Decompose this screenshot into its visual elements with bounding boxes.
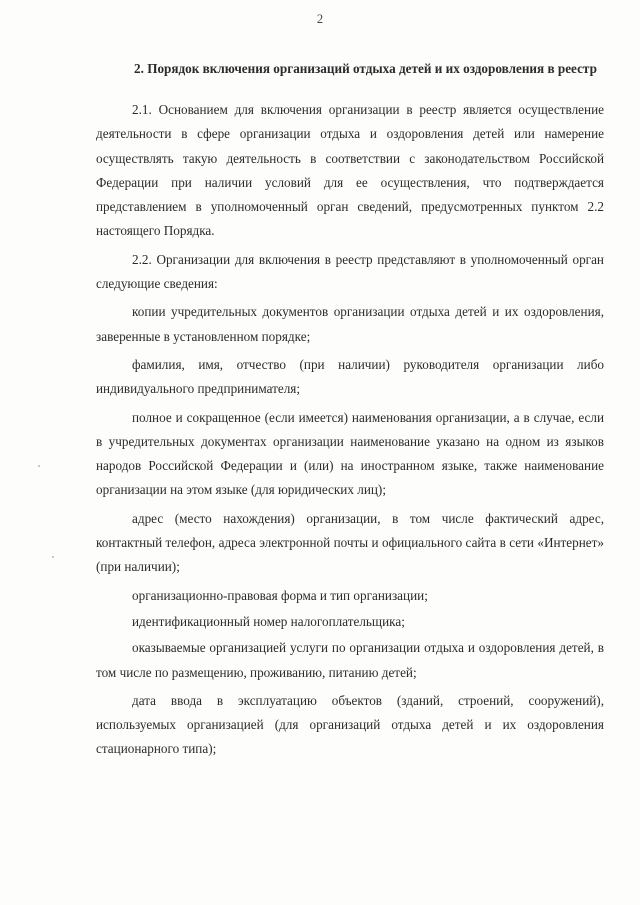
list-item-organization-name: полное и сокращенное (если имеется) наименования организации, а в случае, если в учредительных документах организации наименование указано на одном из языков народов Российской Федерации и (или) на иностранном языке, также наименование организации на этом языке (для юридических лиц); (96, 409, 604, 498)
section-heading: 2. Порядок включения организаций отдыха детей и их оздоровления в реестр (134, 61, 597, 76)
scan-speck (38, 465, 40, 467)
document-body (96, 58, 604, 766)
list-item-legal-form: организационно-правовая форма и тип организации; (132, 587, 428, 603)
list-item-services: оказываемые организацией услуги по организации отдыха и оздоровления детей, в том числе по размещению, проживанию, питанию детей; (96, 640, 604, 680)
list-item-founding-documents: копии учредительных документов организации отдыха детей и их оздоровления, заверенные в установленном порядке; (96, 304, 604, 344)
page-number: 2 (316, 12, 324, 26)
list-item-commissioning-date: дата ввода в эксплуатацию объектов (зданий, строений, сооружений), используемых организацией (для организаций отдыха детей и их оздоровления стационарного типа); (96, 692, 604, 757)
list-item-tax-number: идентификационный номер налогоплательщика; (132, 613, 405, 629)
paragraph-2-2: 2.2. Организации для включения в реестр представляют в уполномоченный орган следующие сведения: (96, 251, 604, 292)
paragraph-2-1: 2.1. Основанием для включения организации в реестр является осуществление деятельности в сфере организации отдыха и оздоровления детей или намерение осуществлять такую деятельность в соответствии с законодательством Российской Федерации при наличии условий для ее осуществления, что подтверждается представлением в уполномоченный орган сведений, предусмотренных пунктом 2.2 настоящего Порядка. (96, 102, 604, 239)
list-item-address: адрес (место нахождения) организации, в том числе фактический адрес, контактный телефон, адреса электронной почты и официального сайта в сети «Интернет» (при наличии); (96, 510, 604, 575)
scan-speck (52, 556, 54, 558)
list-item-director-name: фамилия, имя, отчество (при наличии) руководителя организации либо индивидуального предпринимателя; (96, 356, 604, 397)
